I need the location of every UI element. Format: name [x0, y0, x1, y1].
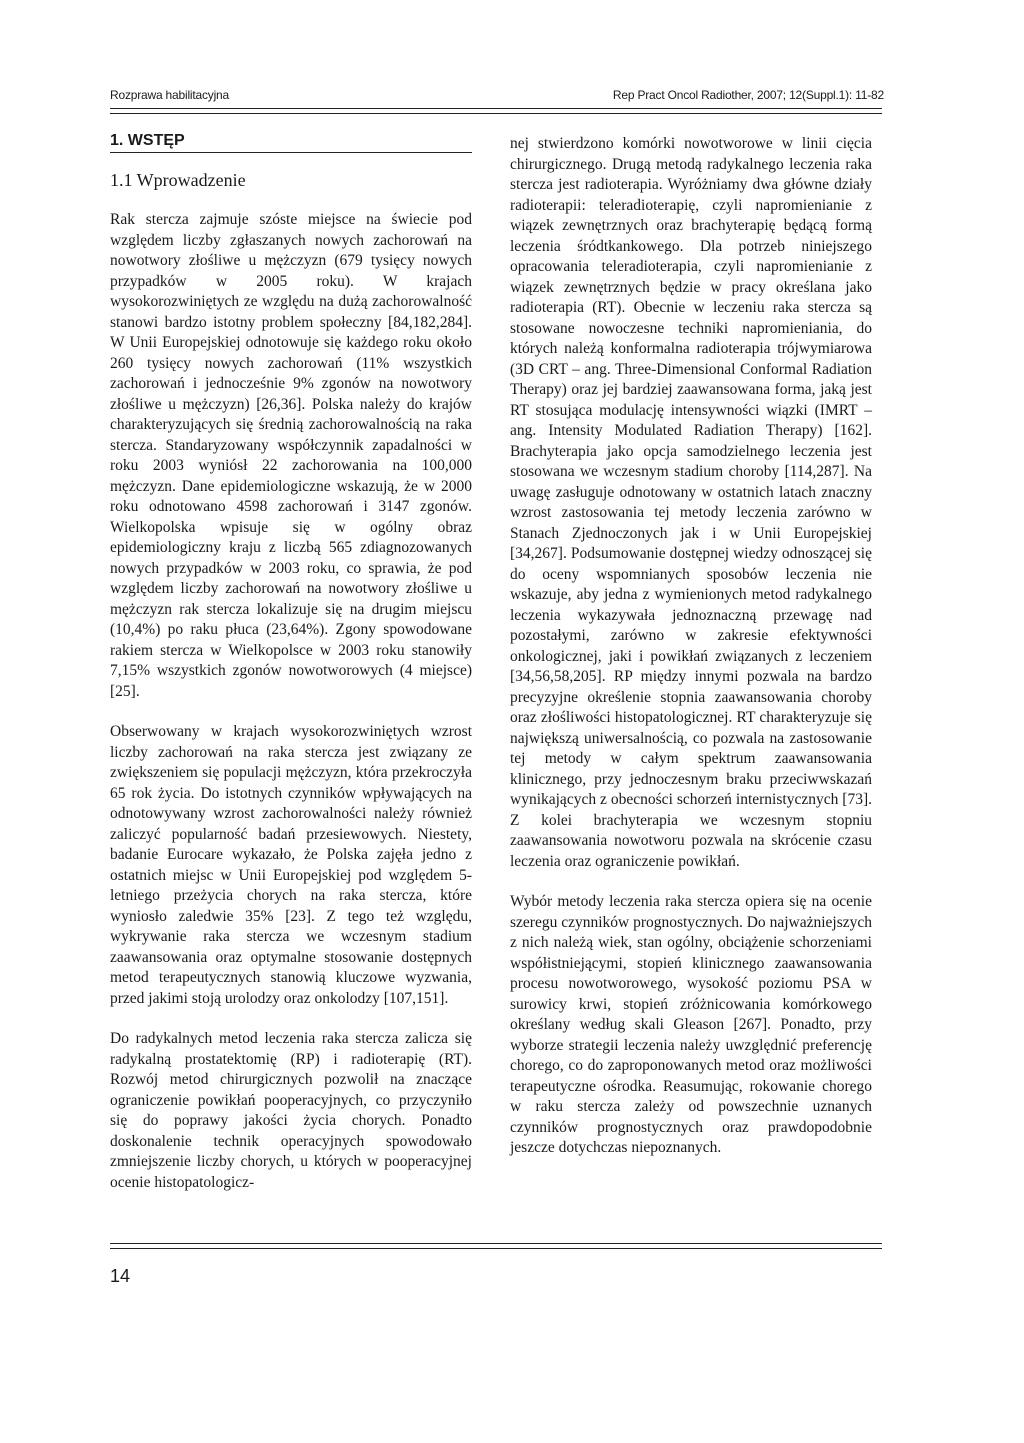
paragraph: Do radykalnych metod leczenia raka stercza zalicza się radykalną prostatektomię (RP) i radioterapię (RT). Rozwój metod chirurgicznych pozwolił na znaczące ograniczenie powikłań pooperacyjnych, co przyczyniło się do poprawy jakości życia chorych. Ponadto doskonalenie technik operacyjnych spowodowało zmniejszenie liczby chorych, u których w pooperacyjnej ocenie histopatologicz-: [110, 1030, 472, 1191]
left-column: [110, 210, 472, 1213]
header-rule: [110, 108, 882, 114]
paragraph: Obserwowany w krajach wysokorozwiniętych wzrost liczby zachorowań na raka stercza jest związany ze zwiększeniem się populacji mężczyzn, która przekroczyła 65 rok życia. Do istotnych czynników wpływających na odnotowywany wzrost zachorowalności należy również zaliczyć popularność badań przesiewowych. Niestety, badanie Eurocare wykazało, że Polska zajęła jedno z ostatnich miejsc w Unii Europejskiej pod względem 5-letniego przeżycia chorych na raka stercza, które wyniosło zaledwie 35% [23]. Z tego też względu, wykrywanie raka stercza we wczesnym stadium zaawansowania oraz optymalne stosowanie dostępnych metod terapeutycznych stanowią kluczowe wyzwania, przed jakimi stoją urolodzy oraz onkolodzy [107,151].: [110, 723, 472, 1007]
footer-rule: [110, 1243, 882, 1249]
subsection-title: 1.1 Wprowadzenie: [110, 170, 246, 190]
running-header-left: Rozprawa habilitacyjna: [110, 88, 229, 102]
running-header-right: Rep Pract Oncol Radiother, 2007; 12(Suppl.1): 11-82: [612, 88, 884, 102]
paragraph: nej stwierdzono komórki nowotworowe w linii cięcia chirurgicznego. Drugą metodą radykalnego leczenia raka stercza jest radioterapia. Wyróżniamy dwa główne działy radioterapii: teleradioterapię, czyli napromienianie z wiązek zewnętrznych oraz brachyterapię będącą formą leczenia śródtkankowego. Dla potrzeb niniejszego opracowania teleradioterapia, czyli napromienianie z wiązek zewnętrznych będzie w pracy określana jako radioterapia (RT). Obecnie w leczeniu raka stercza są stosowane nowoczesne techniki napromieniania, do których należą konformalna radioterapia trójwymiarowa (3D CRT – ang. Three-Dimensional Conformal Radiation Therapy) oraz jej bardziej zaawansowana forma, jaką jest RT stosująca modulację intensywności wiązki (IMRT – ang. Intensity Modulated Radiation Therapy) [162]. Brachyterapia jako opcja samodzielnego leczenia jest stosowana we wczesnym stadium choroby [114,287]. Na uwagę zasługuje odnotowany w ostatnich latach znaczny wzrost zastosowania tej metody leczenia zarówno w Stanach Zjednoczonych jak i w Unii Europejskiej [34,267]. Podsumowanie dostępnej wiedzy odnoszącej się do oceny wspomnianych sposobów leczenia nie wskazuje, aby jedna z wymienionych metod radykalnego leczenia wykazywała jednoznaczną przewagę nad pozostałymi, zarówno w zakresie efektywności onkologicznej, jaki i powikłań związanych z leczeniem [34,56,58,205]. RP między innymi pozwala na bardzo precyzyjne określenie stopnia zaawansowania choroby oraz złośliwości histopatologicznej. RT charakteryzuje się największą uniwersalnością, co pozwala na zastosowanie tej metody w całym spektrum zaawansowania klinicznego, przy jednoczesnym braku przeciwwskazań wynikających z obecności schorzeń internistycznych [73]. Z kolei brachyterapia we wczesnym stopniu zaawansowania nowotworu pozwala na skrócenie czasu leczenia oraz ograniczenie powikłań.: [510, 135, 872, 870]
paragraph: Wybór metody leczenia raka stercza opiera się na ocenie szeregu czynników prognostycznych. Do najważniejszych z nich należą wiek, stan ogólny, obciążenie schorzeniami współistniejącymi, stopień klinicznego zaawansowania procesu nowotworowego, wysokość poziomu PSA w surowicy krwi, stopień zróżnicowania komórkowego określany według skali Gleason [267]. Ponadto, przy wyborze strategii leczenia należy uwzględnić preferencję chorego, co do zaproponowanych metod oraz możliwości terapeutyczne ośrodka. Reasumując, rokowanie chorego w raku stercza zależy od powszechnie uznanych czynników prognostycznych oraz prawdopodobnie jeszcze dotychczas niepoznanych.: [510, 893, 872, 1156]
section-title-underline: [110, 152, 472, 153]
page-number: 14: [110, 1266, 131, 1286]
right-column: [510, 134, 872, 1179]
paragraph: Rak stercza zajmuje szóste miejsce na świecie pod względem liczby zgłaszanych nowych zachorowań na nowotwory złośliwe u mężczyzn (679 tysięcy nowych przypadków w 2005 roku). W krajach wysokorozwiniętych ze względu na dużą zachorowalność stanowi bardzo istotny problem społeczny [84,182,284]. W Unii Europejskiej odnotowuje się każdego roku około 260 tysięcy nowych zachorowań (11% wszystkich zachorowań i jednocześnie 9% zgonów na nowotwory złośliwe u mężczyzn) [26,36]. Polska należy do krajów charakteryzujących się średnią zachorowalnością na raka stercza. Standaryzowany współczynnik zapadalności w roku 2003 wyniósł 22 zachorowania na 100,000 mężczyzn. Dane epidemiologiczne wskazują, że w 2000 roku odnotowano 4598 zachorowań i 3147 zgonów. Wielkopolska wpisuje się w ogólny obraz epidemiologiczny kraju z liczbą 565 zdiagnozowanych nowych przypadków w 2003 roku, co sprawia, że pod względem liczby zachorowań na nowotwory złośliwe u mężczyzn rak stercza lokalizuje się na drugim miejscu (10,4%) po raku płuca (23,64%). Zgony spowodowane rakiem stercza w Wielkopolsce w 2003 roku stanowiły 7,15% wszystkich zgonów nowotworowych (4 miejsce) [25].: [110, 211, 472, 700]
section-title: 1. WSTĘP: [110, 132, 185, 149]
